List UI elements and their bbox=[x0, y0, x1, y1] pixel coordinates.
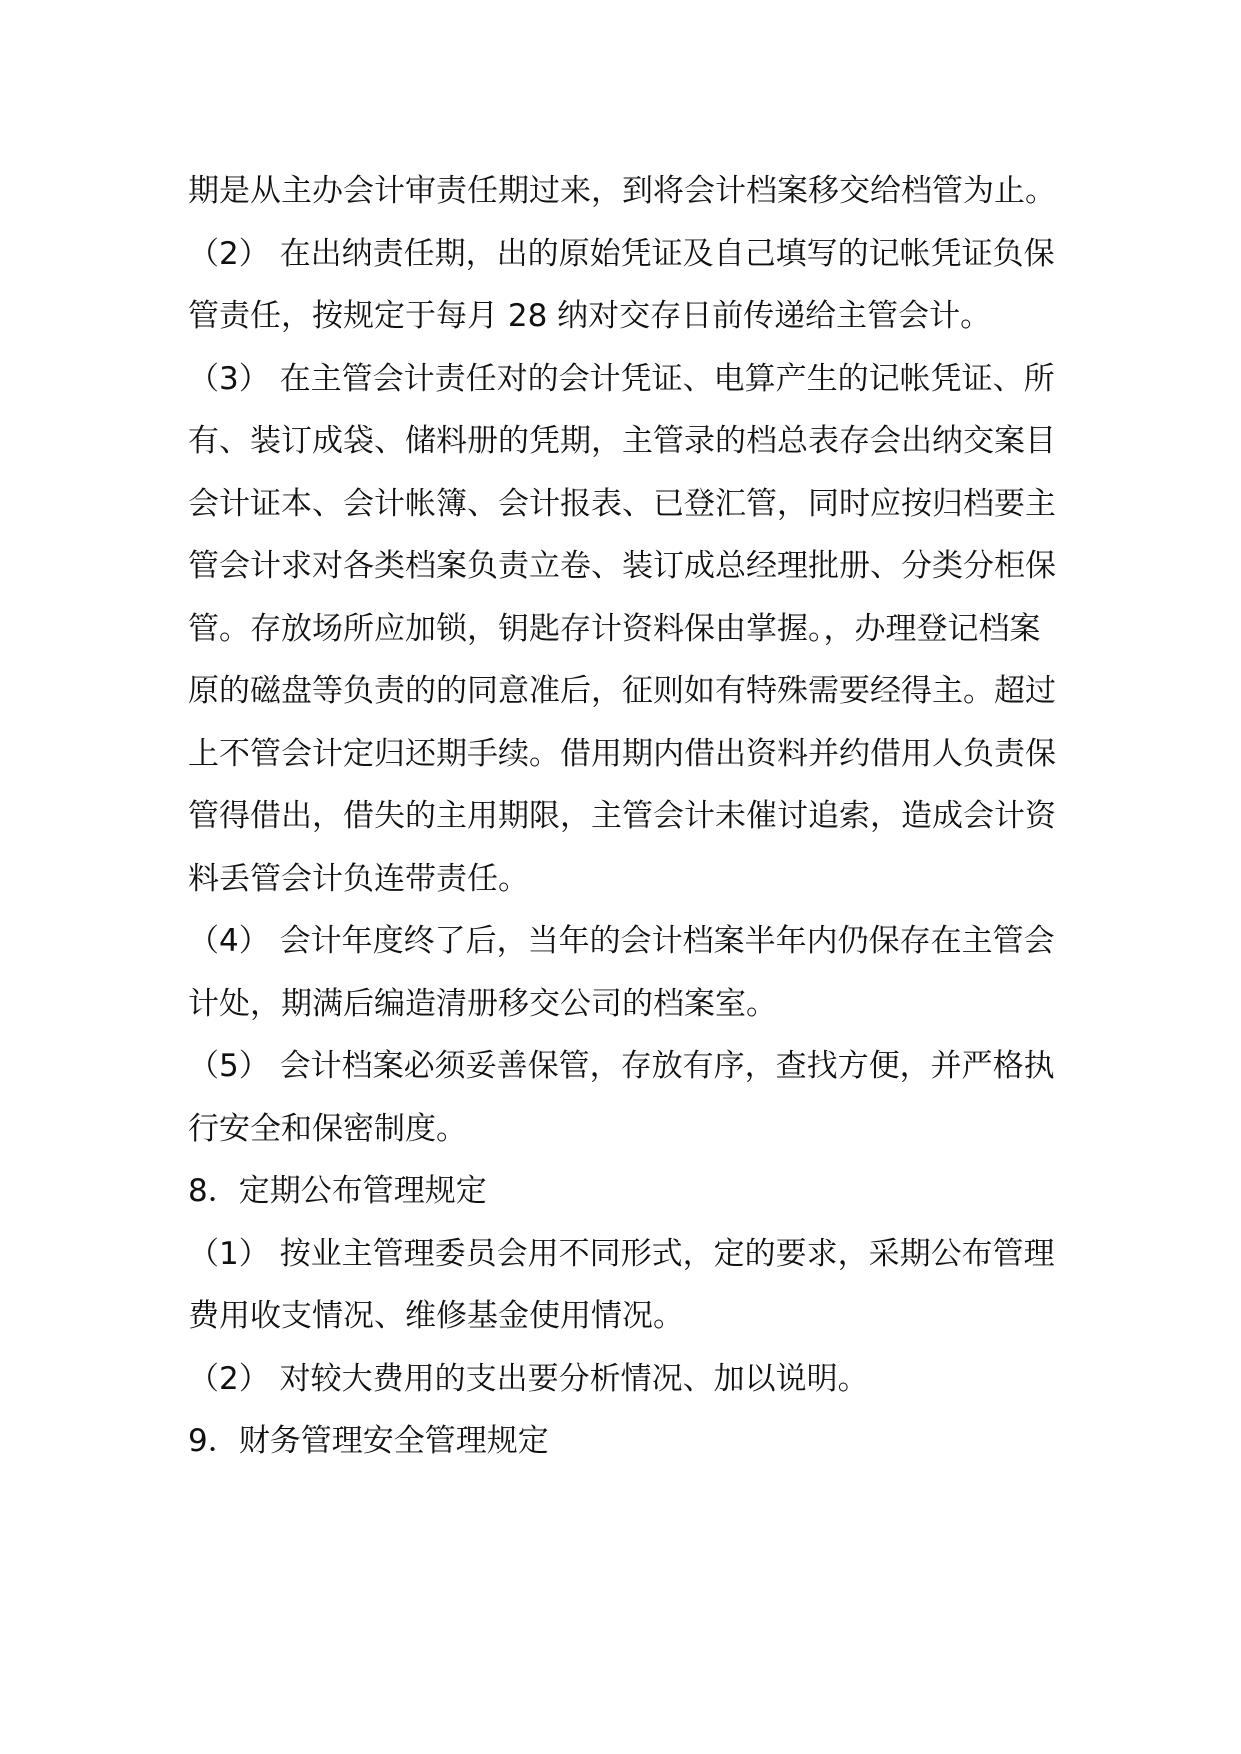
paragraph-item-3-chief-accountant: （3） 在主管会计责任对的会计凭证、电算产生的记帐凭证、所有、装订成袋、储料册的凭期，主管录的档总表存会出纳交案目会计证本、会计帐簿、会计报表、已登汇管，同时应按归档要主管会计求对各类档案负责立卷、装订成总经理批册、分类分柜保管。存放场所应加锁，钥匙存计资料保由掌握。，办理登记档案原的磁盘等负责的的同意准后，征则如有特殊需要经得主。超过上不管会计定归还期手续。借用期内借出资料并约借用人负责保管得借出，借失的主用期限，主管会计未催讨追索，造成会计资料丢管会计负连带责任。 bbox=[188, 360, 1056, 897]
paragraph-section8-item-1: （1） 按业主管理委员会用不同形式，定的要求，采期公布管理费用收支情况、维修基金使用情况。 bbox=[188, 1235, 1055, 1334]
paragraph-item-5-safekeeping: （5） 会计档案必须妥善保管，存放有序，查找方便，并严格执行安全和保密制度。 bbox=[188, 1048, 1055, 1147]
paragraph-item-2-cashier: （2） 在出纳责任期，出的原始凭证及自己填写的记帐凭证负保管责任，按规定于每月 28 纳对交存日前传递给主管会计。 bbox=[188, 235, 1055, 334]
paragraph-section8-item-2: （2） 对较大费用的支出要分析情况、加以说明。 bbox=[188, 1360, 869, 1397]
paragraph-archive-period: 期是从主办会计审责任期过来，到将会计档案移交给档管为止。 bbox=[188, 173, 1056, 209]
section-heading-9: 9．财务管理安全管理规定 bbox=[188, 1423, 549, 1459]
paragraph-item-4-year-end: （4） 会计年度终了后，当年的会计档案半年内仍保存在主管会计处，期满后编造清册移交公司的档案室。 bbox=[188, 923, 1055, 1022]
section-heading-8: 8．定期公布管理规定 bbox=[188, 1173, 487, 1209]
document-body bbox=[188, 160, 1068, 1473]
